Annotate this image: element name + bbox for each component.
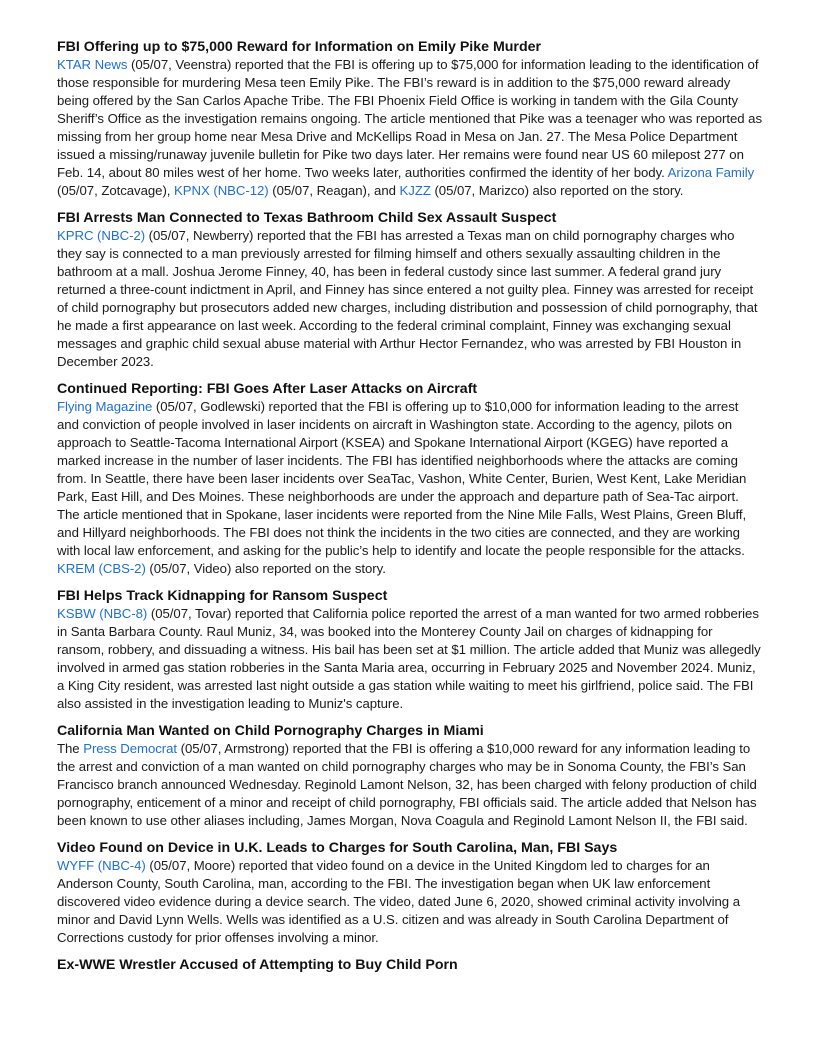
article-headline: FBI Helps Track Kidnapping for Ransom Suspect bbox=[57, 588, 388, 604]
article-body: The Press Democrat (05/07, Armstrong) reported that the FBI is offering a $10,000 reward for any information leading to the arrest and conviction of a man wanted on child pornography charges who may be in Sonoma County, the FBI’s San Francisco branch announced Wednesday. Reginold Lamont Nelson, 32, has been charged with felony production of child pornography, enticement of a minor and receipt of child pornography, FBI officials said. The article added that Nelson has been known to use other aliases including, James Morgan, Nova Coagula and Reginold Lamont Nelson II, the FBI said. bbox=[57, 741, 757, 828]
article-headline: Video Found on Device in U.K. Leads to Charges for South Carolina, Man, FBI Says bbox=[57, 840, 618, 856]
article-kidnapping-ransom bbox=[57, 587, 762, 713]
article-headline: Ex-WWE Wrestler Accused of Attempting to Buy Child Porn bbox=[57, 957, 458, 973]
article-uk-device-video bbox=[57, 839, 762, 947]
article-body: Flying Magazine (05/07, Godlewski) reported that the FBI is offering up to $10,000 for information leading to the arrest and conviction of people involved in laser incidents on aircraft in Washington state. According to the agency, pilots on approach to Seattle-Tacoma International Airport (KSEA) and Spokane International Airport (KGEG) have reported a marked increase in the number of laser incidents. The FBI has identified neighborhoods where the attacks are coming from. In Seattle, there have been laser incidents over SeaTac, Vashon, White Center, Burien, West Kent, Lake Meridian Park, East Hill, and Des Moines. These neighborhoods are under the approach and departure path of Sea-Tac airport. The article mentioned that in Spokane, laser incidents were reported from the Nine Mile Falls, West Plains, Green Bluff, and Hillyard neighborhoods. The FBI does not think the incidents in the two cities are connected, and they are working with local law enforcement, and asking for the public’s help to identify and locate the people responsible for the attacks. KREM (CBS-2) (05/07, Video) also reported on the story. bbox=[57, 399, 747, 576]
article-body: WYFF (NBC-4) (05/07, Moore) reported that video found on a device in the United Kingdom led to charges for an Anderson County, South Carolina, man, according to the FBI. The investigation began when UK law enforcement discovered video evidence during a device search. The video, dated June 6, 2020, showed criminal activity involving a minor and David Lynn Wells. Wells was identified as a U.S. citizen and was already in South Carolina Department of Corrections custody for prior offenses involving a minor. bbox=[57, 858, 740, 945]
article-laser-attacks bbox=[57, 380, 762, 578]
article-body: KTAR News (05/07, Veenstra) reported that the FBI is offering up to $75,000 for information leading to the identification of those responsible for murdering Mesa teen Emily Pike. The FBI’s reward is in addition to the $75,000 reward already being offered by the San Carlos Apache Tribe. The FBI Phoenix Field Office is working in tandem with the Gila County Sheriff’s Office as the investigation remains ongoing. The article mentioned that Pike was a teenager who was reported as missing from her group home near Mesa Drive and McKellips Road in Mesa on Jan. 27. The Mesa Police Department issued a missing/runaway juvenile bulletin for Pike two days later. Her remains were found near US 60 milepost 277 on Feb. 14, about 80 miles west of her home. Two weeks later, authorities confirmed the identity of her body. Arizona Family (05/07, Zotcavage), KPNX (NBC-12) (05/07, Reagan), and KJZZ (05/07, Marizco) also reported on the story. bbox=[57, 57, 763, 198]
article-california-man-miami bbox=[57, 722, 762, 830]
article-body: KSBW (NBC-8) (05/07, Tovar) reported that California police reported the arrest of a man wanted for two armed robberies in Santa Barbara County. Raul Muniz, 34, was booked into the Monterey County Jail on charges of kidnapping for ransom, robbery, and dissuading a witness. His bail has been set at $1 million. The article added that Muniz was allegedly involved in armed gas station robberies in the Santa Maria area, occurring in February 2025 and November 2024. Muniz, a King City resident, was arrested last night outside a gas station while waiting to meet his girlfriend, police said. The FBI also assisted in the investigation leading to Muniz's capture. bbox=[57, 606, 761, 711]
article-emily-pike bbox=[57, 38, 762, 200]
source-link-press-democrat[interactable]: Press Democrat bbox=[83, 741, 178, 756]
news-clips-page bbox=[57, 38, 762, 983]
article-texas-bathroom bbox=[57, 209, 762, 371]
source-link-flying-magazine[interactable]: Flying Magazine bbox=[57, 399, 153, 414]
article-headline: California Man Wanted on Child Pornography Charges in Miami bbox=[57, 723, 484, 739]
source-link-wyff[interactable]: WYFF (NBC-4) bbox=[57, 858, 146, 873]
source-link-kjzz[interactable]: KJZZ bbox=[399, 183, 431, 198]
article-headline: FBI Arrests Man Connected to Texas Bathroom Child Sex Assault Suspect bbox=[57, 210, 557, 226]
source-link-arizona-family[interactable]: Arizona Family bbox=[667, 165, 755, 180]
source-link-kprc[interactable]: KPRC (NBC-2) bbox=[57, 228, 146, 243]
article-headline: FBI Offering up to $75,000 Reward for Information on Emily Pike Murder bbox=[57, 39, 542, 55]
source-link-ksbw[interactable]: KSBW (NBC-8) bbox=[57, 606, 148, 621]
article-body: KPRC (NBC-2) (05/07, Newberry) reported that the FBI has arrested a Texas man on child pornography charges who they say is connected to a man previously arrested for filming himself and others sexually assaulting children in the bathroom at a mall. Joshua Jerome Finney, 40, has been in federal custody since last summer. A federal grand jury returned a three-count indictment in April, and Finney has since entered a not guilty plea. Finney was arrested for receipt of child pornography but prosecutors added new charges, including distribution and possession of child pornography, that he made a first appearance on last week. According to the federal criminal complaint, Finney was exchanging sexual messages and graphic child sexual abuse material with Arthur Hector Fernandez, who was arrested by FBI Houston in December 2023. bbox=[57, 228, 758, 369]
article-headline: Continued Reporting: FBI Goes After Laser Attacks on Aircraft bbox=[57, 381, 478, 397]
source-link-kpnx[interactable]: KPNX (NBC-12) bbox=[174, 183, 269, 198]
source-link-ktar-news[interactable]: KTAR News bbox=[57, 57, 128, 72]
article-ex-wwe-wrestler bbox=[57, 956, 762, 974]
source-link-krem[interactable]: KREM (CBS-2) bbox=[57, 561, 146, 576]
